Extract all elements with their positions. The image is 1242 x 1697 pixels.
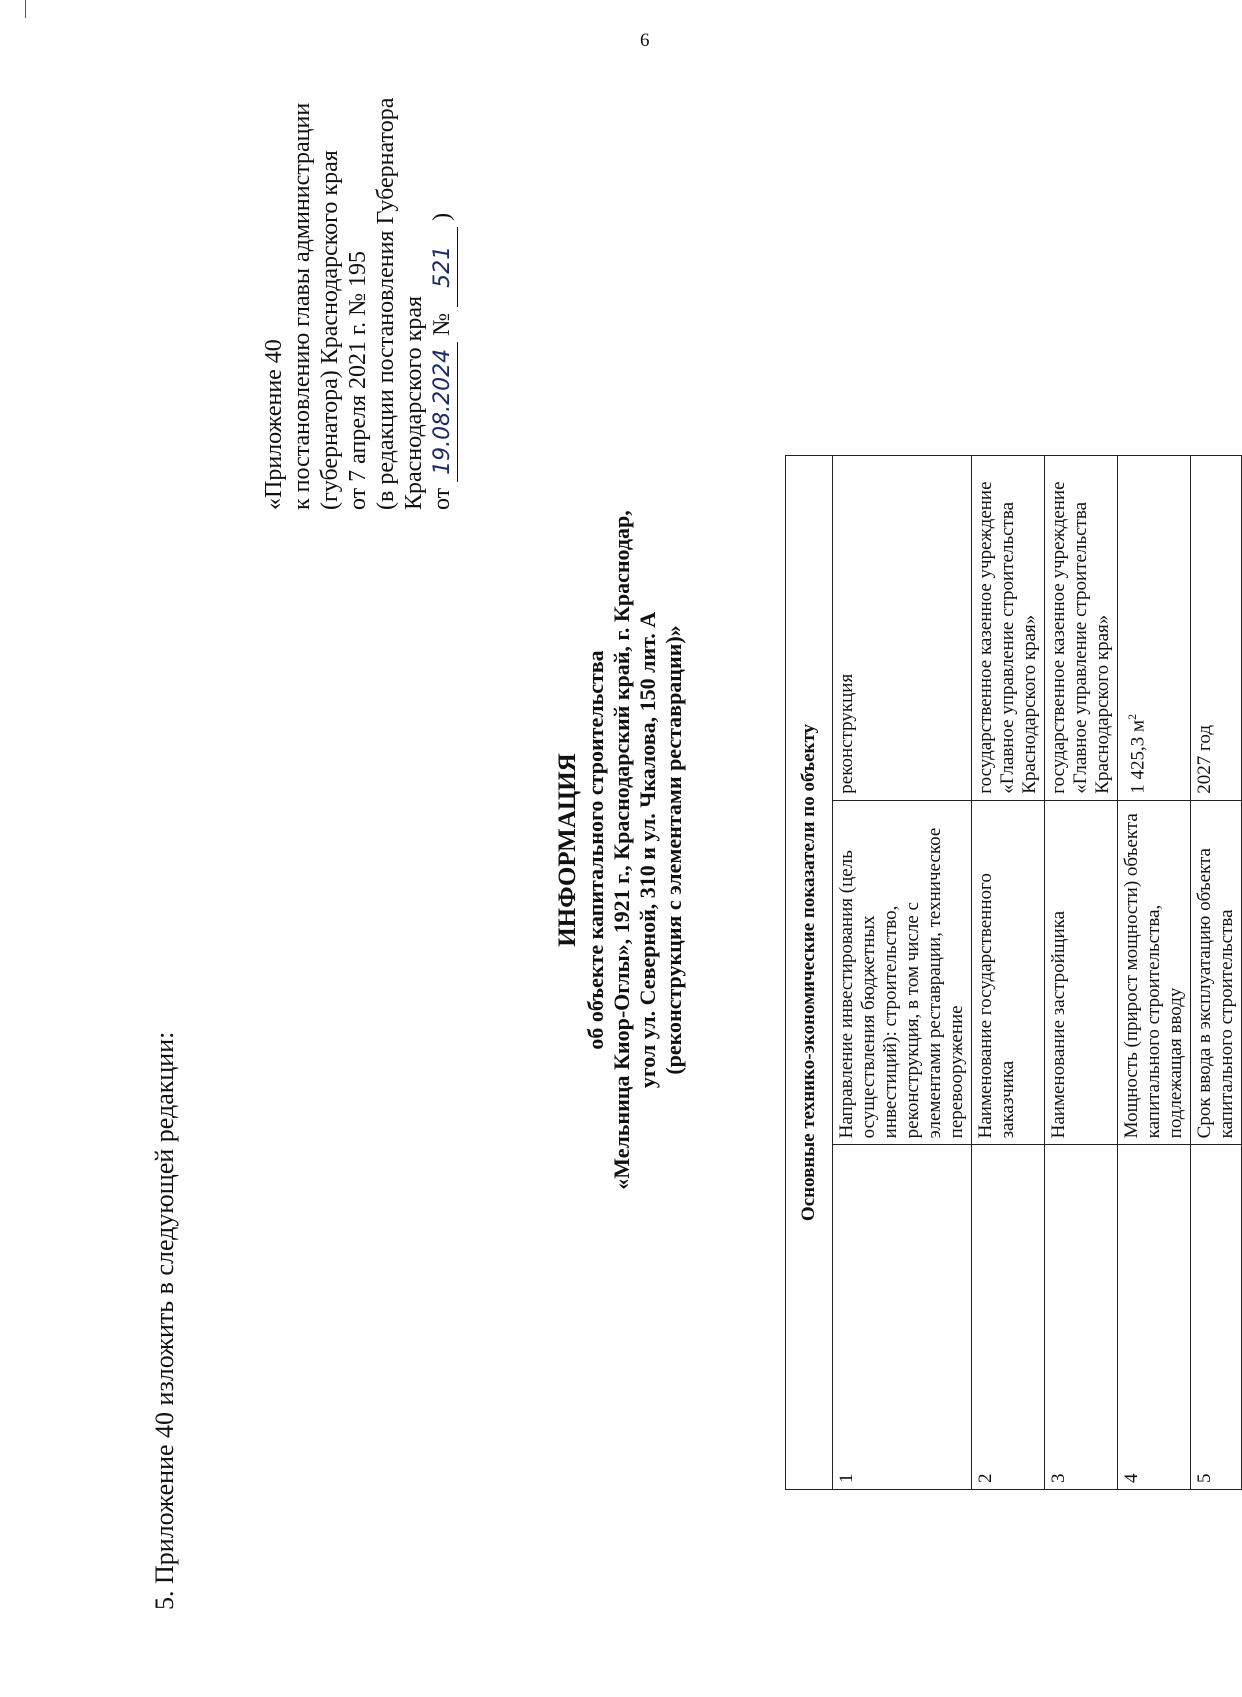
closing-paren: ) [429,212,455,221]
appendix-line: (в редакции постановления Губернатора [373,97,399,510]
table-row [833,456,972,1490]
row-number: 4 [1118,1145,1191,1490]
appendix-line: Краснодарского края [401,295,427,510]
appendix-date-line [428,40,458,510]
appendix-line: «Приложение 40 [261,339,287,510]
appendix-line: к постановлению главы администрации [289,102,315,510]
from-label: от [429,487,455,510]
row-value-text: 1 425,3 м [1127,719,1149,794]
intro-text: 5. Приложение 40 изложить в следующей редакции: [150,1031,179,1610]
row-label: Наименование застройщика [1045,800,1118,1145]
table-row [1118,456,1191,1490]
title-line: «Мельница Киор-Оглы», 1921 г., Краснодарский край, г. Краснодар, [609,510,634,1190]
row-number: 2 [972,1145,1045,1490]
number-label: № [429,312,455,336]
row-value [1118,456,1191,801]
indicators-table [785,455,1242,1490]
row-number: 1 [833,1145,972,1490]
row-value: 2027 год [1191,456,1242,801]
superscript: 2 [1125,713,1139,720]
row-label: Срок ввода в эксплуатацию объекта капитального строительства [1191,800,1242,1145]
handwritten-date: 19.08.2024 [429,342,458,482]
row-value: государственное казенное учреждение «Главное управление строительства Краснодарского края» [1045,456,1118,801]
handwritten-number: 521 [429,227,458,307]
document-title [555,470,687,1230]
appendix-line: от 7 апреля 2021 г. № 195 [345,250,371,510]
row-value: государственное казенное учреждение «Главное управление строительства Краснодарского края» [972,456,1045,801]
title-line: ИНФОРМАЦИЯ [554,753,581,947]
row-label: Наименование государственного заказчика [972,800,1045,1145]
title-line: об объекте капитального строительства [583,650,608,1050]
table-row [972,456,1045,1490]
table-row [1191,456,1242,1490]
rotated-content [100,70,1237,1630]
title-line: угол ул. Северной, 310 и ул. Чкалова, 150 лит. А [635,611,660,1089]
row-number: 5 [1191,1145,1242,1490]
margin-mark [25,0,26,18]
row-label: Направление инвестирования (цель осуществления бюджетных инвестиций): строительство, реконструкция, в том числе с элементами реставрации, техническое перевооружение [833,800,972,1145]
title-line: (реконструкция с элементами реставрации)» [661,625,686,1075]
table-row [1045,456,1118,1490]
table-header: Основные технико-экономические показатели по объекту [786,456,833,1490]
appendix-line: (губернатора) Краснодарского края [317,150,343,510]
table-header-row [786,456,833,1490]
appendix-block [260,40,458,510]
row-value: реконструкция [833,456,972,801]
page-number: 6 [640,30,650,51]
row-label: Мощность (прирост мощности) объекта капитального строительства, подлежащая вводу [1118,800,1191,1145]
row-number: 3 [1045,1145,1118,1490]
